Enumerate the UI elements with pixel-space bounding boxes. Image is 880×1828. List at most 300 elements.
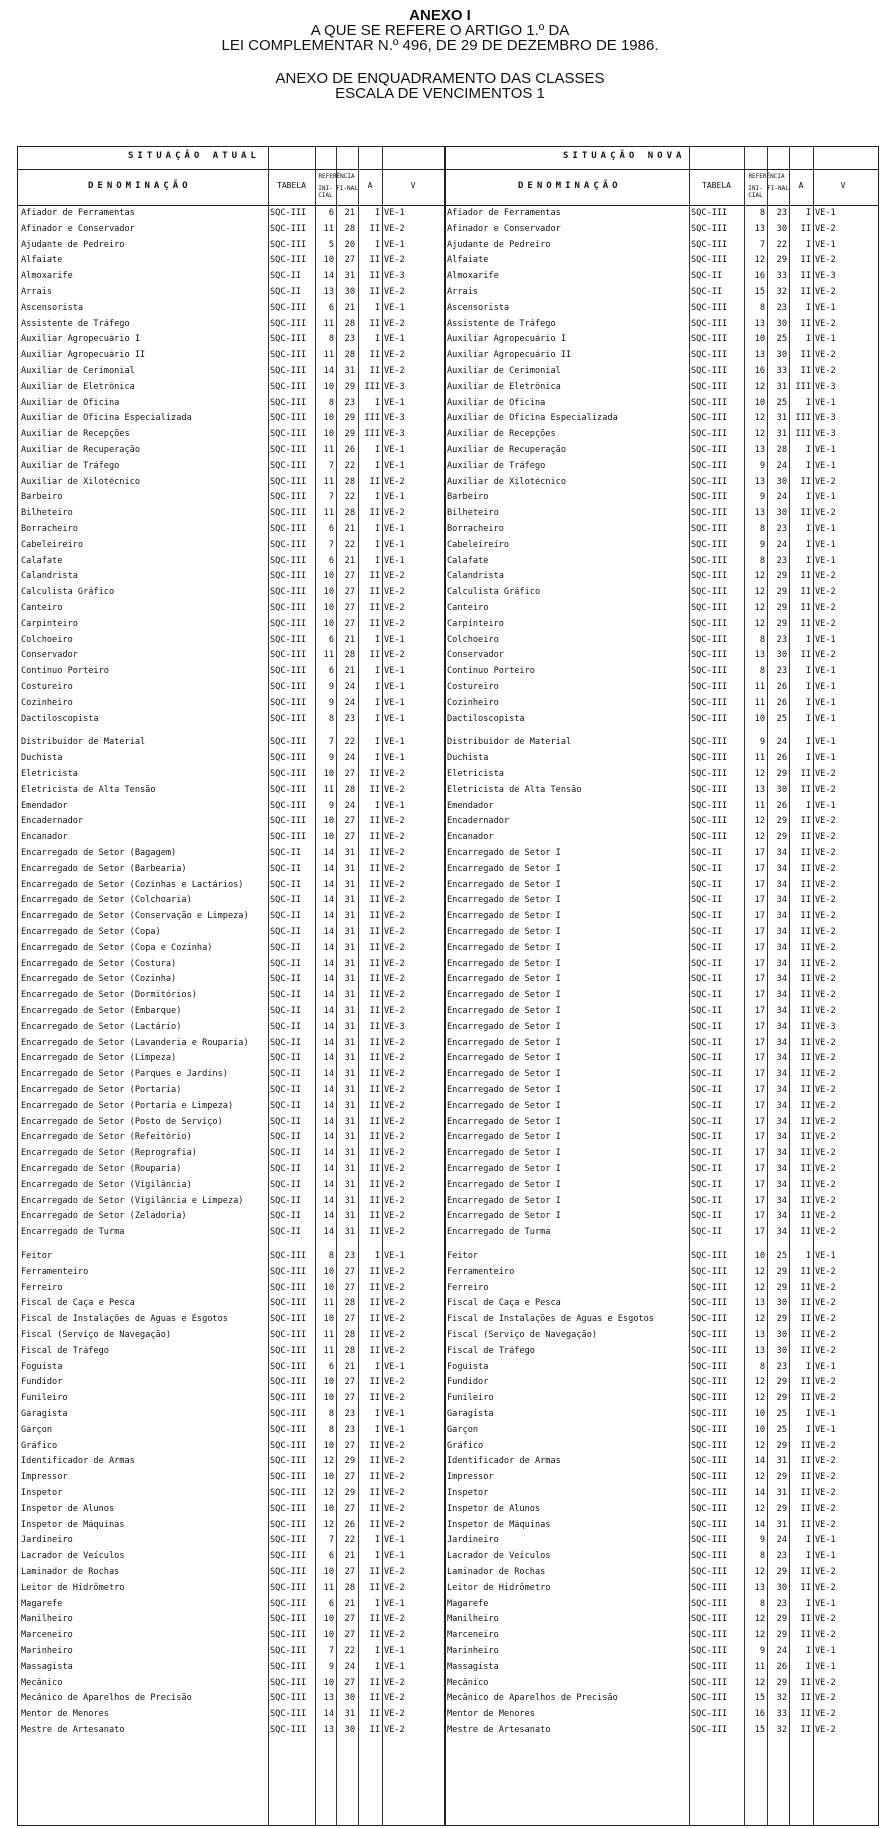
new-tabela-cell: SQC-III [691, 1424, 728, 1435]
table-row [18, 1084, 878, 1100]
old-a-cell: II [369, 1069, 380, 1080]
old-denominacao-cell: Auxiliar Agropecuário II [21, 350, 146, 361]
new-denominacao-cell: Encarregado de Setor I [447, 848, 561, 858]
old-denominacao-cell: Auxiliar de Oficina [21, 397, 120, 408]
new-inicial-cell: 13 [754, 1298, 765, 1309]
new-final-cell: 26 [776, 800, 787, 811]
old-tabela-cell: SQC-III [270, 587, 307, 598]
old-v-cell: VE-1 [384, 800, 405, 811]
old-inicial-cell: 13 [323, 287, 334, 297]
old-final-cell: 23 [344, 1409, 355, 1419]
old-v-cell: VE-1 [384, 1661, 405, 1672]
table-row [18, 768, 878, 784]
new-a-cell: I [805, 1251, 811, 1261]
new-denominacao-cell: Encanador [447, 832, 494, 843]
old-v-cell: VE-2 [384, 974, 405, 985]
old-v-cell: VE-2 [384, 1725, 405, 1735]
new-final-cell: 23 [776, 666, 787, 677]
new-v-cell: VE-1 [815, 1646, 836, 1656]
table-row [18, 1598, 878, 1614]
new-final-cell: 29 [776, 832, 787, 843]
old-v-cell: VE-1 [384, 239, 405, 250]
new-tabela-cell: SQC-II [691, 895, 723, 906]
old-inicial-cell: 10 [323, 255, 334, 266]
new-v-cell: VE-2 [815, 816, 836, 827]
table-row [18, 1724, 878, 1740]
new-inicial-cell: 12 [754, 1393, 765, 1404]
new-denominacao-cell: Encarregado de Setor I [447, 1006, 561, 1016]
old-tabela-cell: SQC-II [270, 287, 302, 297]
new-v-cell: VE-2 [815, 287, 836, 297]
table-row [18, 428, 878, 444]
old-final-cell: 24 [344, 753, 355, 764]
new-inicial-cell: 17 [754, 1211, 765, 1222]
new-inicial-cell: 12 [754, 769, 765, 779]
new-v-cell: VE-2 [815, 1709, 836, 1720]
old-final-cell: 27 [344, 1314, 355, 1325]
new-v-cell: VE-1 [815, 1424, 836, 1435]
new-tabela-cell: SQC-III [691, 413, 728, 424]
table-row [18, 444, 878, 460]
old-final-cell: 27 [344, 1677, 355, 1688]
new-denominacao-cell: Mecânico de Aparelhos de Precisão [447, 1693, 618, 1704]
new-denominacao-cell: Ascensorista [447, 302, 510, 313]
old-final-cell: 22 [344, 1646, 355, 1656]
old-a-cell: II [369, 1298, 380, 1309]
new-a-cell: I [805, 334, 811, 345]
old-inicial-cell: 9 [328, 697, 334, 708]
old-a-cell: II [369, 1472, 380, 1483]
old-denominacao-cell: Cozinheiro [21, 697, 73, 708]
new-v-cell: VE-2 [815, 1630, 836, 1641]
old-denominacao-cell: Encarregado de Setor (Cozinha) [21, 974, 177, 985]
old-a-cell: II [369, 476, 380, 487]
old-inicial-cell: 10 [323, 1266, 334, 1277]
old-a-cell: II [369, 1211, 380, 1222]
old-tabela-cell: SQC-III [270, 1472, 307, 1483]
table-row [18, 989, 878, 1005]
new-a-cell: II [800, 832, 811, 843]
new-denominacao-cell: Inspetor de Alunos [447, 1503, 541, 1514]
new-tabela-cell: SQC-II [691, 1116, 723, 1127]
new-tabela-cell: SQC-II [691, 848, 723, 858]
new-final-cell: 34 [776, 1006, 787, 1016]
new-inicial-cell: 12 [754, 618, 765, 629]
old-final-cell: 31 [344, 1085, 355, 1095]
new-v-cell: VE-2 [815, 1179, 836, 1190]
new-inicial-cell: 11 [754, 1661, 765, 1672]
new-a-cell: II [800, 990, 811, 1001]
old-final-cell: 30 [344, 1693, 355, 1704]
new-tabela-cell: SQC-III [691, 1266, 728, 1277]
new-inicial-cell: 8 [759, 666, 765, 677]
new-a-cell: II [800, 1148, 811, 1159]
new-final-cell: 29 [776, 769, 787, 779]
new-final-cell: 29 [776, 1614, 787, 1625]
new-denominacao-cell: Auxiliar de Xilotécnico [447, 476, 566, 487]
new-tabela-cell: SQC-II [691, 863, 723, 874]
new-v-cell: VE-2 [815, 784, 836, 795]
new-tabela-cell: SQC-III [691, 539, 728, 550]
old-inicial-cell: 14 [323, 271, 334, 282]
old-inicial-cell: 14 [323, 1069, 334, 1080]
old-inicial-cell: 8 [328, 397, 334, 408]
table-row [18, 302, 878, 318]
new-v-cell: VE-1 [815, 1409, 836, 1419]
new-denominacao-cell: Borracheiro [447, 524, 504, 534]
old-final-cell: 20 [344, 239, 355, 250]
old-v-cell: VE-2 [384, 255, 405, 266]
new-final-cell: 34 [776, 1037, 787, 1048]
old-final-cell: 31 [344, 958, 355, 969]
new-a-cell: II [800, 1298, 811, 1309]
old-denominacao-cell: Marinheiro [21, 1646, 73, 1656]
new-inicial-cell: 13 [754, 318, 765, 329]
table-row [18, 1692, 878, 1708]
old-v-cell: VE-2 [384, 1164, 405, 1174]
new-tabela-cell: SQC-III [691, 334, 728, 345]
old-v-cell: VE-2 [384, 927, 405, 937]
new-inicial-cell: 11 [754, 753, 765, 764]
old-inicial-cell: 10 [323, 769, 334, 779]
new-inicial-cell: 13 [754, 1345, 765, 1356]
old-denominacao-cell: Inspetor de Alunos [21, 1503, 115, 1514]
old-tabela-cell: SQC-II [270, 974, 302, 985]
new-v-cell: VE-2 [815, 1037, 836, 1048]
old-a-cell: II [369, 927, 380, 937]
new-final-cell: 24 [776, 460, 787, 471]
old-tabela-cell: SQC-II [270, 1069, 302, 1080]
new-final-cell: 30 [776, 318, 787, 329]
new-denominacao-cell: Encarregado de Setor I [447, 942, 561, 953]
new-v-cell: VE-2 [815, 650, 836, 661]
new-final-cell: 34 [776, 974, 787, 985]
new-tabela-cell: SQC-III [691, 1725, 728, 1735]
old-a-cell: I [374, 1409, 380, 1419]
new-a-cell: II [800, 1630, 811, 1641]
old-final-cell: 31 [344, 974, 355, 985]
table-row [18, 365, 878, 381]
old-denominacao-cell: Foguista [21, 1361, 63, 1372]
new-final-cell: 28 [776, 445, 787, 455]
right-col-tabela: TABELA [702, 181, 731, 190]
old-v-cell: VE-2 [384, 1298, 405, 1309]
table-row [18, 1361, 878, 1377]
new-tabela-cell: SQC-III [691, 1488, 728, 1498]
new-denominacao-cell: Canteiro [447, 603, 489, 613]
old-final-cell: 31 [344, 1069, 355, 1080]
new-final-cell: 34 [776, 1164, 787, 1174]
new-denominacao-cell: Massagista [447, 1661, 499, 1672]
old-a-cell: II [369, 223, 380, 234]
new-denominacao-cell: Encarregado de Setor I [447, 958, 561, 969]
old-denominacao-cell: Encarregado de Setor (Parques e Jardins) [21, 1069, 228, 1080]
new-v-cell: VE-1 [815, 666, 836, 677]
old-a-cell: II [369, 832, 380, 843]
new-tabela-cell: SQC-III [691, 1377, 728, 1388]
old-tabela-cell: SQC-III [270, 476, 307, 487]
new-final-cell: 34 [776, 1211, 787, 1222]
new-tabela-cell: SQC-III [691, 1345, 728, 1356]
old-inicial-cell: 14 [323, 974, 334, 985]
new-final-cell: 33 [776, 271, 787, 282]
new-denominacao-cell: Mecânico [447, 1677, 489, 1688]
new-inicial-cell: 12 [754, 832, 765, 843]
old-inicial-cell: 10 [323, 587, 334, 598]
new-inicial-cell: 11 [754, 800, 765, 811]
new-inicial-cell: 13 [754, 650, 765, 661]
new-tabela-cell: SQC-III [691, 208, 728, 218]
old-final-cell: 26 [344, 1519, 355, 1530]
old-denominacao-cell: Canteiro [21, 603, 63, 613]
new-a-cell: II [800, 927, 811, 937]
old-denominacao-cell: Encarregado de Setor (Cozinhas e Lactários) [21, 879, 244, 890]
old-a-cell: I [374, 334, 380, 345]
old-inicial-cell: 14 [323, 911, 334, 922]
new-denominacao-cell: Encarregado de Turma [447, 1227, 551, 1238]
old-denominacao-cell: Encarregado de Setor (Bagagem) [21, 848, 177, 858]
old-inicial-cell: 14 [323, 1148, 334, 1159]
old-tabela-cell: SQC-III [270, 1393, 307, 1404]
annex-title: ANEXO I [409, 7, 471, 24]
table-row [18, 681, 878, 697]
new-denominacao-cell: Laminador de Rochas [447, 1567, 546, 1577]
old-v-cell: VE-1 [384, 1551, 405, 1562]
new-denominacao-cell: Afinador e Conservador [447, 223, 561, 234]
old-a-cell: II [369, 650, 380, 661]
table-row [18, 1037, 878, 1053]
new-tabela-cell: SQC-III [691, 682, 728, 692]
new-inicial-cell: 13 [754, 784, 765, 795]
old-a-cell: II [369, 1053, 380, 1064]
new-denominacao-cell: Encarregado de Setor I [447, 895, 561, 906]
new-final-cell: 29 [776, 1630, 787, 1641]
new-a-cell: II [800, 911, 811, 922]
old-denominacao-cell: Encarregado de Turma [21, 1227, 125, 1238]
new-a-cell: II [800, 1725, 811, 1735]
new-final-cell: 29 [776, 255, 787, 266]
new-v-cell: VE-2 [815, 366, 836, 376]
new-final-cell: 26 [776, 697, 787, 708]
table-row [18, 381, 878, 397]
new-inicial-cell: 16 [754, 1709, 765, 1720]
old-inicial-cell: 14 [323, 1116, 334, 1127]
new-denominacao-cell: Dactiloscopista [447, 713, 525, 724]
new-a-cell: II [800, 1085, 811, 1095]
table-row [18, 1131, 878, 1147]
old-denominacao-cell: Afinador e Conservador [21, 223, 135, 234]
new-v-cell: VE-2 [815, 1519, 836, 1530]
new-inicial-cell: 12 [754, 1567, 765, 1577]
old-v-cell: VE-2 [384, 650, 405, 661]
new-v-cell: VE-1 [815, 555, 836, 566]
new-v-cell: VE-2 [815, 895, 836, 906]
old-final-cell: 27 [344, 1282, 355, 1293]
old-denominacao-cell: Distribuidor de Material [21, 737, 146, 748]
old-denominacao-cell: Mentor de Menores [21, 1709, 109, 1720]
old-denominacao-cell: Assistente de Tráfego [21, 318, 130, 329]
old-tabela-cell: SQC-III [270, 1535, 307, 1546]
old-final-cell: 22 [344, 460, 355, 471]
old-tabela-cell: SQC-II [270, 990, 302, 1001]
new-tabela-cell: SQC-III [691, 1472, 728, 1483]
old-tabela-cell: SQC-III [270, 753, 307, 764]
table-row [18, 412, 878, 428]
new-denominacao-cell: Auxiliar Agropecuário I [447, 334, 566, 345]
old-v-cell: VE-2 [384, 1630, 405, 1641]
old-inicial-cell: 12 [323, 1519, 334, 1530]
new-a-cell: II [800, 255, 811, 266]
old-inicial-cell: 14 [323, 1100, 334, 1111]
old-tabela-cell: SQC-III [270, 650, 307, 661]
new-a-cell: III [795, 413, 811, 424]
new-final-cell: 29 [776, 618, 787, 629]
new-tabela-cell: SQC-II [691, 1148, 723, 1159]
old-denominacao-cell: Fiscal de Caça e Pesca [21, 1298, 135, 1309]
old-inicial-cell: 14 [323, 1164, 334, 1174]
old-denominacao-cell: Encarregado de Setor (Portaria e Limpeza) [21, 1100, 234, 1111]
old-tabela-cell: SQC-II [270, 1227, 302, 1238]
old-denominacao-cell: Ferreiro [21, 1282, 63, 1293]
old-tabela-cell: SQC-II [270, 848, 302, 858]
new-inicial-cell: 16 [754, 366, 765, 376]
new-denominacao-cell: Encarregado de Setor I [447, 1164, 561, 1174]
old-final-cell: 27 [344, 1472, 355, 1483]
old-final-cell: 22 [344, 1535, 355, 1546]
old-inicial-cell: 6 [328, 666, 334, 677]
old-tabela-cell: SQC-III [270, 1314, 307, 1325]
old-inicial-cell: 14 [323, 1195, 334, 1206]
old-tabela-cell: SQC-III [270, 302, 307, 313]
new-inicial-cell: 12 [754, 429, 765, 440]
new-final-cell: 25 [776, 1251, 787, 1261]
old-denominacao-cell: Calafate [21, 555, 63, 566]
new-inicial-cell: 17 [754, 863, 765, 874]
table-subtitle: ESCALA DE VENCIMENTOS 1 [335, 85, 545, 102]
old-tabela-cell: SQC-III [270, 784, 307, 795]
old-tabela-cell: SQC-III [270, 666, 307, 677]
new-final-cell: 30 [776, 508, 787, 519]
new-a-cell: II [800, 942, 811, 953]
new-a-cell: I [805, 302, 811, 313]
new-a-cell: II [800, 1132, 811, 1143]
new-denominacao-cell: Fiscal (Serviço de Navegação) [447, 1330, 598, 1340]
old-a-cell: I [374, 753, 380, 764]
old-v-cell: VE-2 [384, 1037, 405, 1048]
new-inicial-cell: 11 [754, 697, 765, 708]
new-a-cell: I [805, 634, 811, 645]
new-final-cell: 29 [776, 1377, 787, 1388]
new-tabela-cell: SQC-II [691, 942, 723, 953]
old-tabela-cell: SQC-III [270, 713, 307, 724]
old-denominacao-cell: Conservador [21, 650, 78, 661]
old-final-cell: 24 [344, 682, 355, 692]
old-v-cell: VE-2 [384, 1503, 405, 1514]
old-v-cell: VE-2 [384, 816, 405, 827]
new-final-cell: 29 [776, 571, 787, 582]
old-v-cell: VE-2 [384, 1709, 405, 1720]
old-inicial-cell: 11 [323, 1298, 334, 1309]
new-inicial-cell: 14 [754, 1488, 765, 1498]
old-tabela-cell: SQC-III [270, 445, 307, 455]
new-tabela-cell: SQC-II [691, 1164, 723, 1174]
new-a-cell: II [800, 223, 811, 234]
old-v-cell: VE-2 [384, 879, 405, 890]
table-row [18, 507, 878, 523]
old-tabela-cell: SQC-III [270, 539, 307, 550]
old-inicial-cell: 14 [323, 895, 334, 906]
new-a-cell: II [800, 784, 811, 795]
table-row [18, 618, 878, 634]
new-inicial-cell: 9 [759, 492, 765, 503]
right-col-inicial: INI-CIAL [748, 185, 763, 199]
new-v-cell: VE-1 [815, 539, 836, 550]
old-inicial-cell: 10 [323, 1503, 334, 1514]
old-a-cell: II [369, 1582, 380, 1593]
old-denominacao-cell: Encarregado de Setor (Embarque) [21, 1006, 182, 1016]
new-v-cell: VE-2 [815, 1132, 836, 1143]
new-tabela-cell: SQC-III [691, 302, 728, 313]
old-final-cell: 28 [344, 1330, 355, 1340]
old-final-cell: 31 [344, 879, 355, 890]
new-final-cell: 32 [776, 1693, 787, 1704]
old-a-cell: II [369, 1282, 380, 1293]
new-inicial-cell: 17 [754, 1085, 765, 1095]
old-denominacao-cell: Auxiliar de Xilotécnico [21, 476, 140, 487]
old-a-cell: II [369, 1132, 380, 1143]
new-inicial-cell: 12 [754, 1677, 765, 1688]
new-final-cell: 25 [776, 1424, 787, 1435]
new-a-cell: II [800, 1472, 811, 1483]
old-inicial-cell: 8 [328, 1424, 334, 1435]
new-denominacao-cell: Foguista [447, 1361, 489, 1372]
old-final-cell: 27 [344, 1440, 355, 1451]
new-denominacao-cell: Encarregado de Setor I [447, 1148, 561, 1159]
new-denominacao-cell: Identificador de Armas [447, 1456, 561, 1467]
new-final-cell: 30 [776, 476, 787, 487]
old-denominacao-cell: Dactiloscopista [21, 713, 99, 724]
new-tabela-cell: SQC-III [691, 1456, 728, 1467]
old-final-cell: 31 [344, 1709, 355, 1720]
new-denominacao-cell: Funileiro [447, 1393, 494, 1404]
old-a-cell: I [374, 555, 380, 566]
old-v-cell: VE-1 [384, 460, 405, 471]
new-tabela-cell: SQC-III [691, 1677, 728, 1688]
new-final-cell: 34 [776, 863, 787, 874]
table-row [18, 1195, 878, 1211]
new-v-cell: VE-1 [815, 239, 836, 250]
new-a-cell: I [805, 208, 811, 218]
old-v-cell: VE-2 [384, 1211, 405, 1222]
old-v-cell: VE-1 [384, 1535, 405, 1546]
old-a-cell: II [369, 1148, 380, 1159]
new-tabela-cell: SQC-III [691, 381, 728, 392]
new-tabela-cell: SQC-III [691, 350, 728, 361]
new-denominacao-cell: Inspetor de Máquinas [447, 1519, 551, 1530]
old-inicial-cell: 10 [323, 1677, 334, 1688]
old-a-cell: II [369, 769, 380, 779]
new-denominacao-cell: Auxiliar de Oficina [447, 397, 546, 408]
new-denominacao-cell: Auxiliar de Recuperação [447, 445, 566, 455]
old-tabela-cell: SQC-III [270, 1519, 307, 1530]
new-denominacao-cell: Barbeiro [447, 492, 489, 503]
old-inicial-cell: 10 [323, 1282, 334, 1293]
old-denominacao-cell: Encarregado de Setor (Vigilância) [21, 1179, 192, 1190]
new-final-cell: 34 [776, 848, 787, 858]
old-tabela-cell: SQC-III [270, 571, 307, 582]
old-a-cell: III [364, 429, 380, 440]
new-a-cell: I [805, 1409, 811, 1419]
